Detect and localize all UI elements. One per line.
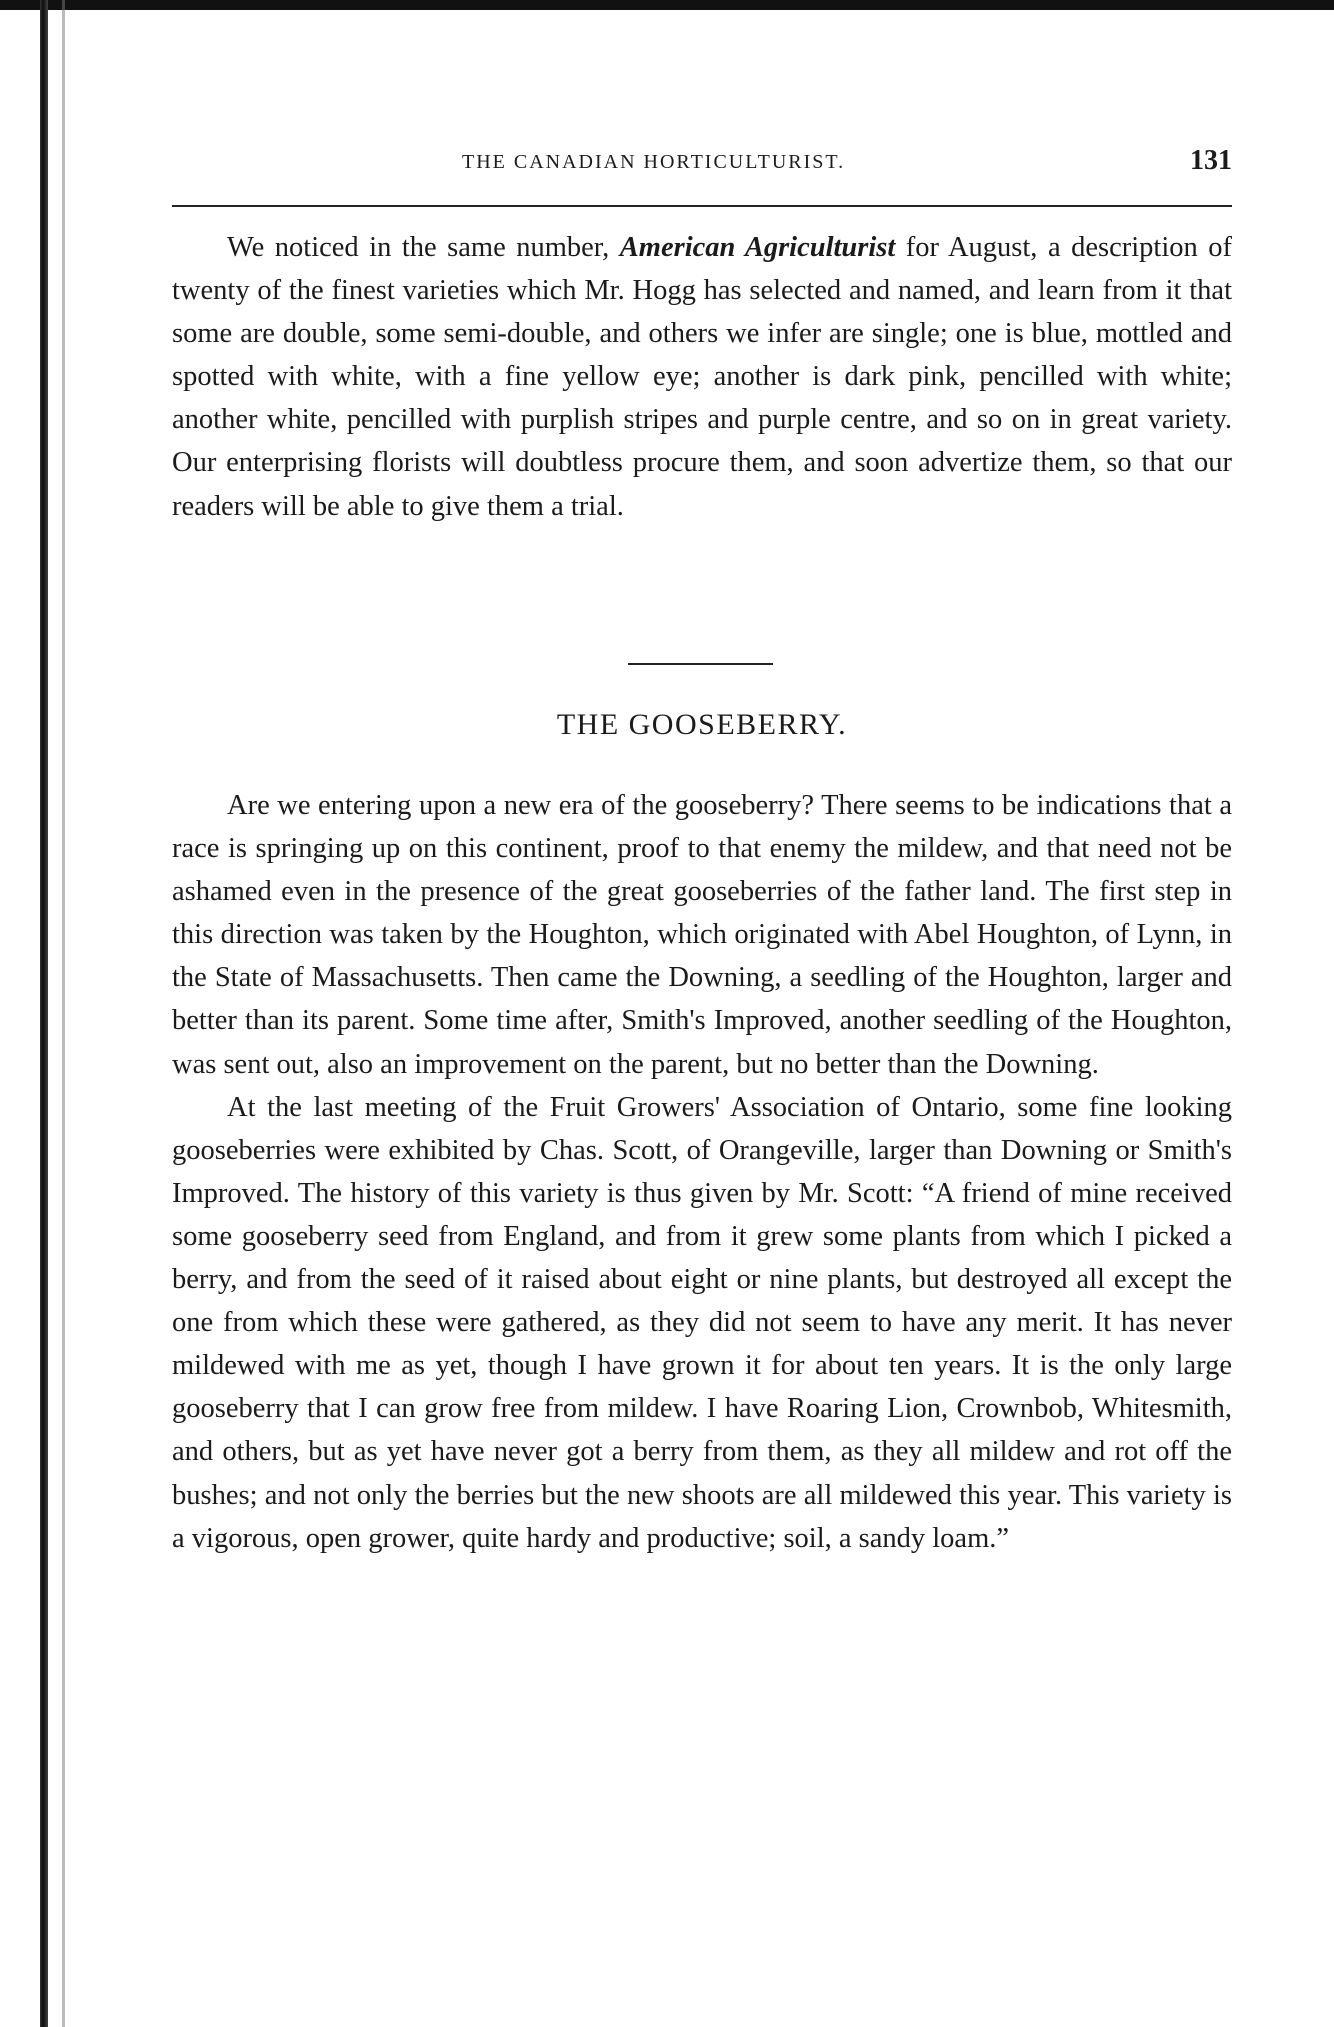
article-paragraph-2: At the last meeting of the Fruit Growers' Association of Ontario, some fine looking gooseberries were exhibited by Chas. Scott, of Orangeville, larger than Downing or Smith's Improved. The history of this variety is thus given by Mr. Scott: “A friend of mine received some gooseberry seed from England, and from it grew some plants from which I picked a berry, and from the seed of it raised about eight or nine plants, but destroyed all except the one from which these were gathered, as they did not seem to have any merit. It has never mildewed with me as yet, though I have grown it for about ten years. It is the only large gooseberry that I can grow free from mildew. I have Roaring Lion, Crownbob, Whitesmith, and others, but as yet have never got a berry from them, as they all mildew and rot off the bushes; and not only the berries but the new shoots are all mildewed this year. This variety is a vigorous, open grower, quite hardy and productive; soil, a sandy loam.”: [172, 1091, 1232, 1554]
intro-section: [172, 226, 1232, 528]
running-title: THE CANADIAN HORTICULTURIST.: [462, 151, 846, 173]
intro-paragraph: [172, 226, 1232, 528]
book-spine-edge: [62, 0, 65, 2027]
gooseberry-article: [172, 784, 1232, 1560]
page-header: [172, 145, 1232, 185]
section-divider: [628, 663, 773, 665]
journal-title: American Agriculturist: [619, 232, 896, 263]
section-title: THE GOOSEBERRY.: [556, 708, 848, 741]
scan-top-border: [0, 0, 1334, 10]
header-rule: [172, 205, 1232, 207]
intro-text-end: for August, a description of twenty of the finest varieties which Mr. Hogg has selected and named, and learn from it that some are double, some semi-double, and others we infer are single; one is blue, mottled and spotted with white, with a fine yellow eye; another is dark pink, pencilled with white; another white, pencilled with purplish stripes and purple centre, and so on in great variety. Our enterprising florists will doubtless procure them, and soon advertize them, so that our readers will be able to give them a trial.: [172, 232, 1232, 522]
book-spine-shadow: [40, 0, 48, 2027]
page-number: 131: [1190, 145, 1232, 176]
article-paragraph-1: Are we entering upon a new era of the gooseberry? There seems to be indications that a race is springing up on this continent, proof to that enemy the mildew, and that need not be ashamed even in the presence of the great gooseberries of the father land. The first step in this direction was taken by the Houghton, which originated with Abel Houghton, of Lynn, in the State of Massachusetts. Then came the Downing, a seedling of the Houghton, larger and better than its parent. Some time after, Smith's Improved, another seedling of the Houghton, was sent out, also an improvement on the parent, but no better than the Downing.: [172, 790, 1232, 1080]
intro-text-start: We noticed in the same number,: [227, 232, 620, 263]
